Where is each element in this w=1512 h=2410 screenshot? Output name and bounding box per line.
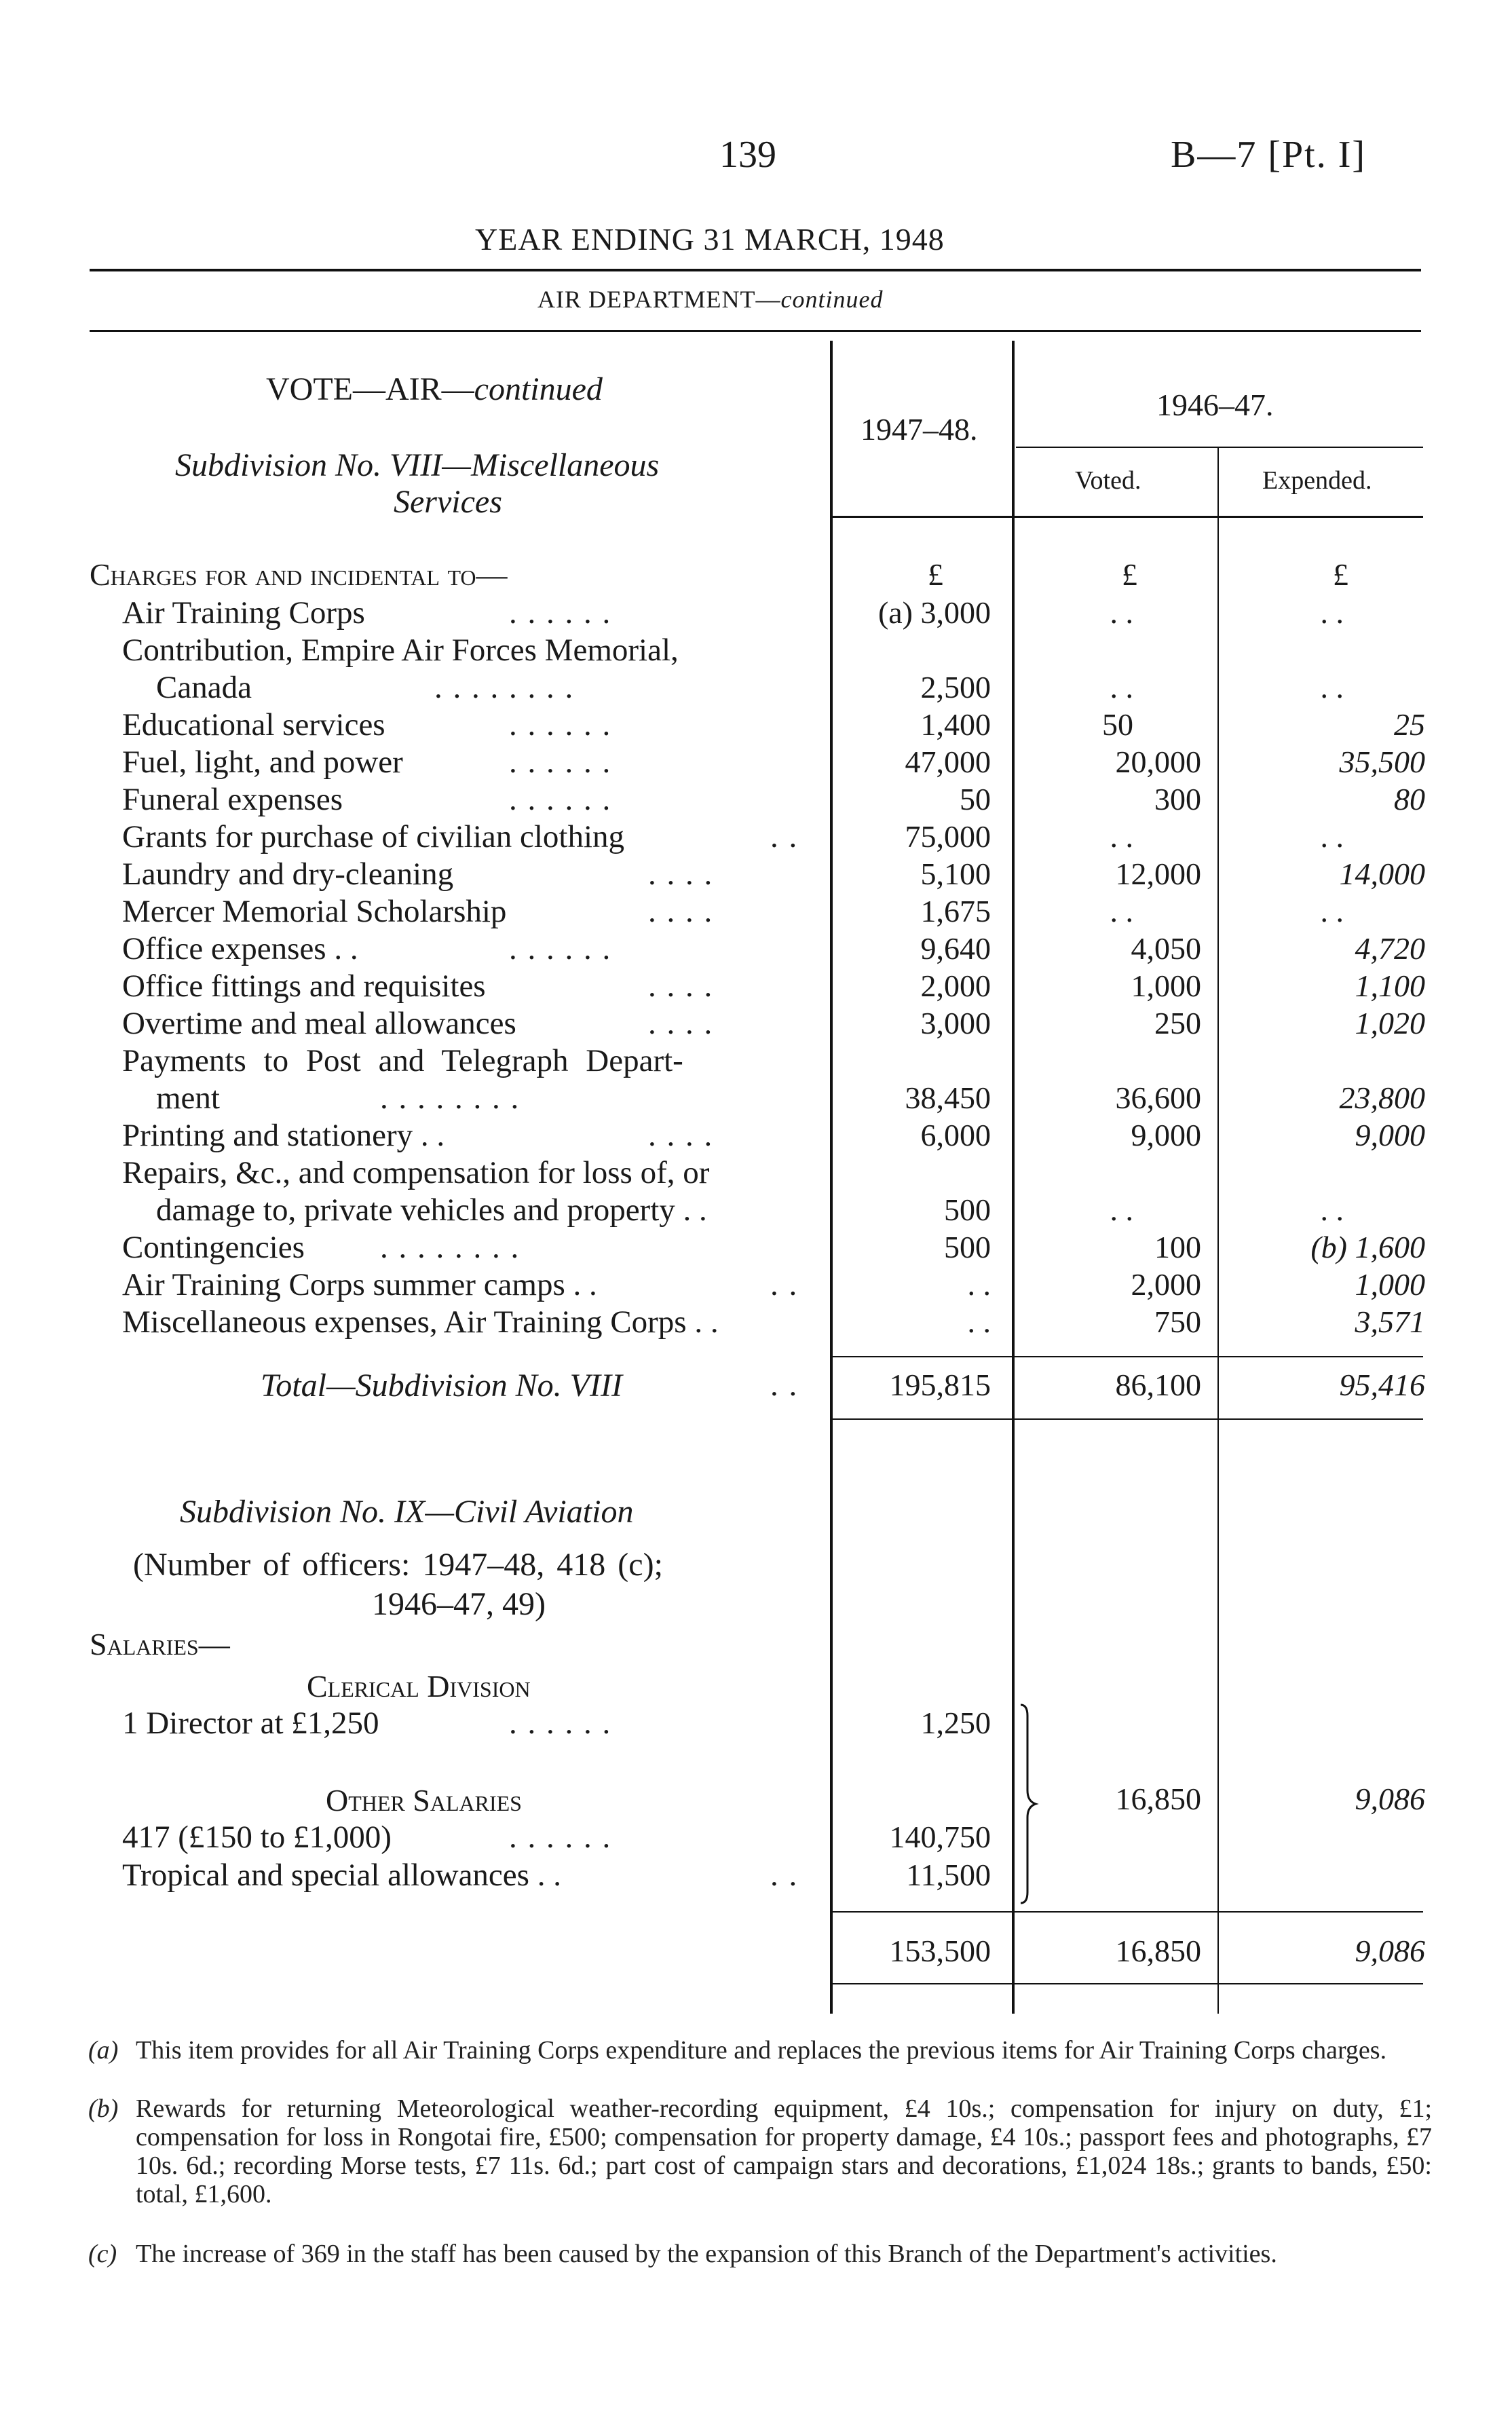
row-leader: . . [770,819,799,854]
row-label: Payments to Post and Telegraph Depart- [122,1043,683,1078]
title-rule [90,269,1421,271]
vote-continued: continued [474,371,603,407]
clerical-division-heading: Clerical Division [307,1669,531,1703]
row-voted: . . [1110,1192,1133,1227]
row-leader: . . . . . . . . [434,670,575,705]
row-est: 1,675 [920,894,991,928]
row-expended: 35,500 [1339,745,1425,779]
row-est: (a) 3,000 [877,595,991,630]
row-leader: . . . . [648,1118,714,1153]
row-voted: 2,000 [1131,1267,1201,1302]
row-label: Repairs, &c., and compensation for loss of, or [122,1155,710,1190]
row-label: Contingencies [122,1230,305,1265]
row-label: Mercer Memorial Scholarship [122,894,507,929]
row-voted: 12,000 [1115,856,1201,891]
currency-1947-48: £ [928,557,943,592]
row-voted: . . [1110,894,1133,928]
row-voted: . . [1110,819,1133,854]
row-voted: 250 [1154,1006,1201,1040]
total-viii-rule [831,1356,1423,1357]
row-voted: 9,000 [1131,1118,1201,1152]
row-est: 500 [944,1230,991,1264]
row-expended: . . [1320,819,1344,854]
salaries-417-row-est: 140,750 [889,1820,991,1854]
page-number: 139 [719,134,776,176]
row-voted: 50 [1102,707,1133,742]
footnote-a [88,2036,1432,2093]
row-expended: . . [1320,595,1344,630]
total-ix-rule [831,1911,1423,1913]
total-viii-est: 195,815 [889,1368,991,1402]
total-ix-est: 153,500 [889,1934,991,1968]
row-leader: . . . . [648,968,714,1004]
currency-expended: £ [1333,557,1348,592]
row-expended: . . [1320,670,1344,704]
row-expended: . . [1320,1192,1344,1227]
footnote-text: Rewards for returning Meteorological weather-recording equipment, £4 10s.; compensation for injury on duty, £1; compensation for loss in Rongotai fire, £500; compensation for property damage, £4 10s.; passport fees and photographs, £7 10s. 6d.; recording Morse tests, £7 11s. 6d.; part cost of campaign stars and decorations, £1,024 18s.; grants to bands, £50: total, £1,600. [136,2094,1432,2208]
total-viii-leader: . . [770,1368,799,1403]
row-est: 5,100 [920,856,991,891]
row-leader: . . . . [648,856,714,892]
salaries-bracket-expended: 9,086 [1355,1782,1425,1816]
director-row-label: 1 Director at £1,250 [122,1706,379,1741]
row-label: Grants for purchase of civilian clothing [122,819,625,854]
row-expended: (b) 1,600 [1310,1230,1425,1264]
footnote-c [88,2240,1432,2297]
row-voted: 750 [1154,1304,1201,1339]
vote-label: VOTE—AIR— [266,371,474,407]
row-leader: . . . . . . [509,595,612,630]
department-name: AIR DEPARTMENT— [537,286,781,313]
row-voted: . . [1110,595,1133,630]
row-label: Overtime and meal allowances [122,1006,516,1041]
row-est: 50 [960,782,991,816]
vote-heading [266,371,603,408]
total-viii-bottom-rule [831,1418,1423,1420]
column-rule-1 [830,341,833,2014]
row-est: 2,500 [920,670,991,704]
document-reference: B—7 [Pt. I] [1171,134,1366,176]
row-est: . . [967,1304,991,1339]
row-leader: . . . . . . [509,931,612,966]
col-header-1946-47: 1946–47. [1156,388,1274,422]
footnote-label: (a) [88,2036,119,2065]
tropical-allowances-row-label: Tropical and special allowances . . [122,1858,561,1893]
tropical-allowances-row-leader: . . [770,1858,799,1893]
other-salaries-heading: Other Salaries [326,1783,522,1818]
row-leader: . . . . . . [509,707,612,742]
currency-voted: £ [1122,557,1137,592]
row-voted: 1,000 [1131,968,1201,1003]
row-est: 6,000 [920,1118,991,1152]
subdivision-viii-heading: Subdivision No. VIII—Miscellaneous [175,447,660,483]
row-leader: . . . . . . [509,745,612,780]
row-label: ment [156,1080,220,1116]
row-est: 3,000 [920,1006,991,1040]
row-expended: 25 [1394,707,1425,742]
salaries-bracket-voted: 16,850 [1115,1782,1201,1816]
total-viii-voted: 86,100 [1115,1368,1201,1402]
director-row-est: 1,250 [920,1706,991,1740]
row-expended: 3,571 [1355,1304,1425,1339]
row-est: . . [967,1267,991,1302]
row-voted: 20,000 [1115,745,1201,779]
officers-count: (Number of officers: 1947–48, 418 (c); [133,1547,663,1583]
row-label: Miscellaneous expenses, Air Training Corps . . [122,1304,719,1340]
row-leader: . . [770,1267,799,1302]
footnote-b [88,2094,1432,2237]
row-est: 2,000 [920,968,991,1003]
department-rule [90,330,1421,332]
row-label: Contribution, Empire Air Forces Memorial, [122,633,679,668]
row-voted: 4,050 [1131,931,1201,966]
footnote-label: (c) [88,2240,117,2268]
tropical-allowances-row-est: 11,500 [906,1858,991,1892]
footnote-text: The increase of 369 in the staff has been caused by the expansion of this Branch of the Department's activities. [136,2240,1277,2268]
row-expended: 1,020 [1355,1006,1425,1040]
column-rule-2 [1012,341,1015,2014]
total-ix-expended: 9,086 [1355,1934,1425,1968]
total-viii-expended: 95,416 [1339,1368,1425,1402]
row-est: 38,450 [905,1080,991,1115]
department-continued: continued [780,286,884,313]
row-voted: 36,600 [1115,1080,1201,1115]
column-head-rule [831,516,1423,518]
salaries-417-row-label: 417 (£150 to £1,000) [122,1820,392,1855]
subdivision-viii-heading-line2: Services [394,484,502,520]
row-leader: . . . . . . . . [380,1230,521,1265]
charges-heading: Charges for and incidental to— [90,557,508,592]
row-voted: 100 [1154,1230,1201,1264]
footnote-label: (b) [88,2094,119,2123]
row-est: 500 [944,1192,991,1227]
page-title: YEAR ENDING 31 MARCH, 1948 [475,222,945,257]
row-voted: . . [1110,670,1133,704]
row-est: 47,000 [905,745,991,779]
row-label: damage to, private vehicles and property . . [156,1192,707,1228]
row-label: Office fittings and requisites [122,968,486,1004]
row-label: Air Training Corps [122,595,365,630]
row-est: 1,400 [920,707,991,742]
col-header-1947-48: 1947–48. [861,412,978,447]
row-label: Fuel, light, and power [122,745,403,780]
col-header-voted: Voted. [1075,466,1141,495]
row-leader: . . . . . . [509,782,612,817]
col-header-1946-47-rule [1016,447,1423,448]
row-expended: 1,000 [1355,1267,1425,1302]
row-leader: . . . . [648,894,714,929]
officers-count-line2: 1946–47, 49) [372,1586,546,1622]
row-label: Laundry and dry-cleaning [122,856,454,892]
subdivision-ix-heading: Subdivision No. IX—Civil Aviation [180,1494,634,1530]
row-est: 9,640 [920,931,991,966]
row-label: Air Training Corps summer camps . . [122,1267,597,1302]
column-rule-3 [1217,447,1219,2014]
footnote-text: This item provides for all Air Training Corps expenditure and replaces the previous items for Air Training Corps charges. [136,2036,1387,2065]
director-row-leader: . . . . . . [509,1706,612,1741]
row-leader: . . . . [648,1006,714,1041]
salaries-417-row-leader: . . . . . . [509,1820,612,1855]
row-label: Office expenses . . [122,931,358,966]
row-expended: . . [1320,894,1344,928]
row-label: Educational services [122,707,385,742]
total-ix-bottom-rule [831,1983,1423,1984]
total-ix-voted: 16,850 [1115,1934,1201,1968]
row-expended: 23,800 [1339,1080,1425,1115]
department-heading [537,285,884,314]
row-est: 75,000 [905,819,991,854]
row-label: Funeral expenses [122,782,343,817]
row-expended: 14,000 [1339,856,1425,891]
total-viii-label: Total—Subdivision No. VIII [261,1368,622,1404]
col-header-expended: Expended. [1262,466,1372,495]
row-expended: 4,720 [1355,931,1425,966]
row-expended: 9,000 [1355,1118,1425,1152]
row-label: Printing and stationery . . [122,1118,445,1153]
row-voted: 300 [1154,782,1201,816]
row-expended: 1,100 [1355,968,1425,1003]
row-leader: . . . . . . . . [380,1080,521,1116]
row-expended: 80 [1394,782,1425,816]
salaries-heading: Salaries— [90,1627,230,1661]
row-label: Canada [156,670,252,705]
